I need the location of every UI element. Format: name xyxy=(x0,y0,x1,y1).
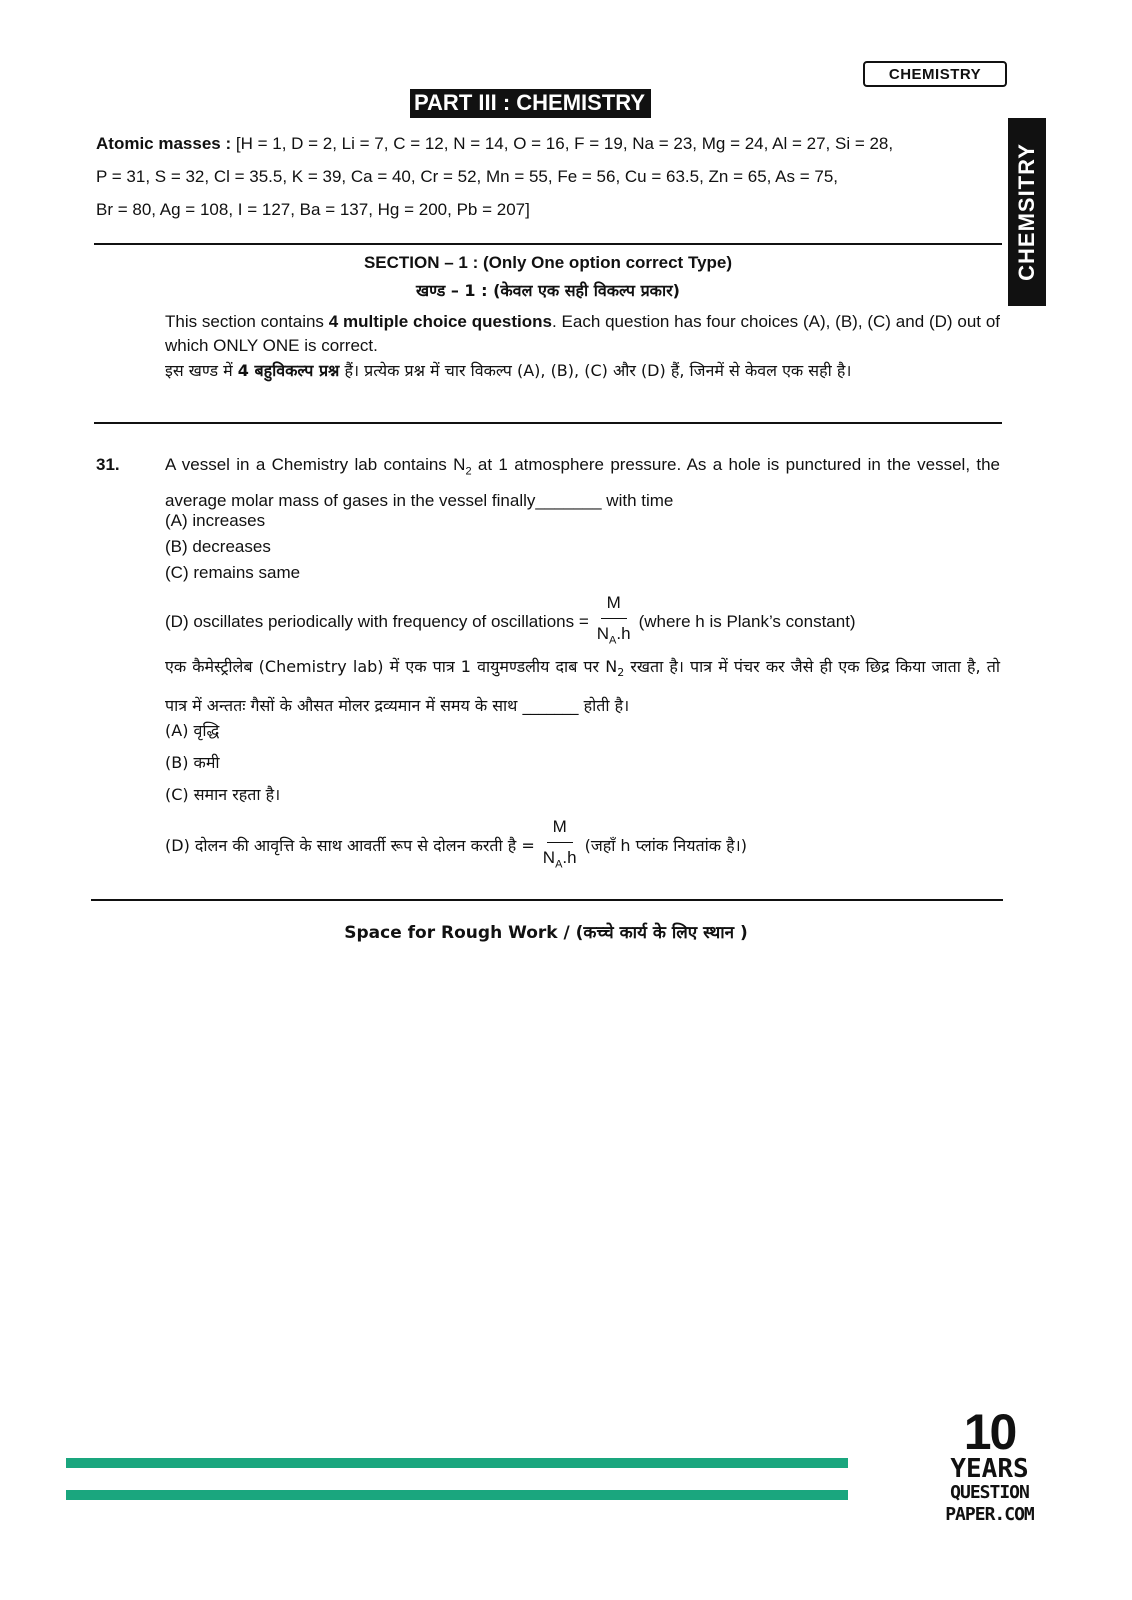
option-a-hi: (A) वृद्धि xyxy=(165,721,220,740)
option-d-en xyxy=(165,590,856,653)
section-intro-en-a: This section contains xyxy=(165,312,324,331)
fraction-den-tail-hi: .h xyxy=(562,848,577,867)
frequency-fraction-hi xyxy=(543,814,577,877)
option-d-hi-pre: (D) दोलन की आवृत्ति के साथ आवर्ती रूप से दोलन करती है = xyxy=(165,835,535,855)
question-text-en-a: A vessel in a Chemistry lab contains N xyxy=(165,455,466,474)
section-intro-hi-a: इस खण्ड में xyxy=(165,361,233,380)
divider-top xyxy=(94,243,1002,245)
rough-work-label: Space for Rough Work / (कच्चे कार्य के लिए स्थान ) xyxy=(344,923,748,943)
atomic-masses-line-3: Br = 80, Ag = 108, I = 127, Ba = 137, Hg = 200, Pb = 207] xyxy=(96,200,530,219)
section-intro-hi xyxy=(165,357,1000,384)
fraction-den-sub: A xyxy=(609,634,617,647)
section-intro-hi-b: हैं। प्रत्येक प्रश्न में चार विकल्प (A), (B), (C) और (D) हैं, जिनमें से केवल एक सही है। xyxy=(344,361,852,380)
section-intro-en xyxy=(165,310,1000,358)
option-c-en: (C) remains same xyxy=(165,563,301,582)
option-d-hi xyxy=(165,814,747,877)
fraction-den-sub-hi: A xyxy=(555,858,563,871)
question-text-en-b: at 1 atmosphere pressure. As a hole is punctured in the vessel, the average molar mass of gases in the vessel finally_______ with time xyxy=(165,455,1001,511)
divider-rough xyxy=(91,899,1003,901)
question-text-hi xyxy=(165,650,1000,722)
option-d-hi-post: (जहाँ h प्लांक नियतांक है।) xyxy=(584,835,747,855)
atomic-masses-label: Atomic masses : xyxy=(96,134,232,153)
question-number: 31. xyxy=(96,455,120,474)
question-text-en-sub: 2 xyxy=(465,465,472,478)
atomic-masses-line-1 xyxy=(96,127,1000,160)
part-title: PART III : CHEMISTRY xyxy=(410,89,651,118)
atomic-masses xyxy=(96,127,1000,226)
logo-number: 10 xyxy=(963,1404,1016,1460)
subject-tag: CHEMISTRY xyxy=(863,61,1007,87)
fraction-denominator-hi xyxy=(543,843,577,877)
option-c-hi: (C) समान रहता है। xyxy=(165,785,281,804)
footer-bar-bottom xyxy=(66,1490,848,1500)
question-text-hi-b: रखता है। पात्र में पंचर कर जैसे ही एक छिद्र किया जाता है, तो पात्र में अन्ततः गैसों के औसत मोलर द्रव्यमान में समय के साथ _______ होती है। xyxy=(165,657,1001,716)
section-title-en: SECTION – 1 : (Only One option correct Type) xyxy=(363,253,733,272)
fraction-den-tail: .h xyxy=(616,624,631,643)
atomic-masses-text-1: [H = 1, D = 2, Li = 7, C = 12, N = 14, O = 16, F = 19, Na = 23, Mg = 24, Al = 27, Si = 28, xyxy=(235,134,894,153)
option-d-en-pre: (D) oscillates periodically with frequency of oscillations = xyxy=(165,611,589,631)
option-b-en: (B) decreases xyxy=(165,537,271,556)
section-title-hi: खण्ड – 1 : (केवल एक सही विकल्प प्रकार) xyxy=(416,281,680,300)
section-intro-hi-bold: 4 बहुविकल्प प्रश्न xyxy=(237,361,340,380)
fraction-den-main: N xyxy=(596,624,610,643)
site-logo xyxy=(902,1404,1077,1526)
option-b-hi: (B) कमी xyxy=(165,753,220,772)
fraction-numerator-hi: M xyxy=(547,814,573,843)
side-tab xyxy=(1008,118,1046,306)
fraction-denominator xyxy=(597,619,631,653)
logo-site: QUESTION PAPER.COM xyxy=(945,1482,1034,1525)
question-text-hi-a: एक कैमेस्ट्रीलेब (Chemistry lab) में एक पात्र 1 वायुमण्डलीय दाब पर N xyxy=(165,657,618,676)
frequency-fraction-en xyxy=(597,590,631,653)
side-tab-label: CHEMSITRY xyxy=(1014,143,1039,281)
divider-section xyxy=(94,422,1002,424)
section-intro-en-bold: 4 multiple choice questions xyxy=(328,312,552,331)
section-intro-en-b: . Each question has four choices (A), (B), (C) and (D) out of which ONLY ONE is correct. xyxy=(165,312,1001,355)
question-text-hi-sub: 2 xyxy=(617,666,625,680)
fraction-numerator: M xyxy=(601,590,627,619)
option-d-en-post: (where h is Plank’s constant) xyxy=(638,611,856,631)
question-text-en xyxy=(165,450,1000,515)
footer-bar-top xyxy=(66,1458,848,1468)
atomic-masses-line-2: P = 31, S = 32, Cl = 35.5, K = 39, Ca = 40, Cr = 52, Mn = 55, Fe = 56, Cu = 63.5, Zn = 65, As = 75, xyxy=(96,167,839,186)
option-a-en: (A) increases xyxy=(165,511,266,530)
logo-years: YEARS xyxy=(950,1454,1029,1484)
fraction-den-main-hi: N xyxy=(542,848,556,867)
